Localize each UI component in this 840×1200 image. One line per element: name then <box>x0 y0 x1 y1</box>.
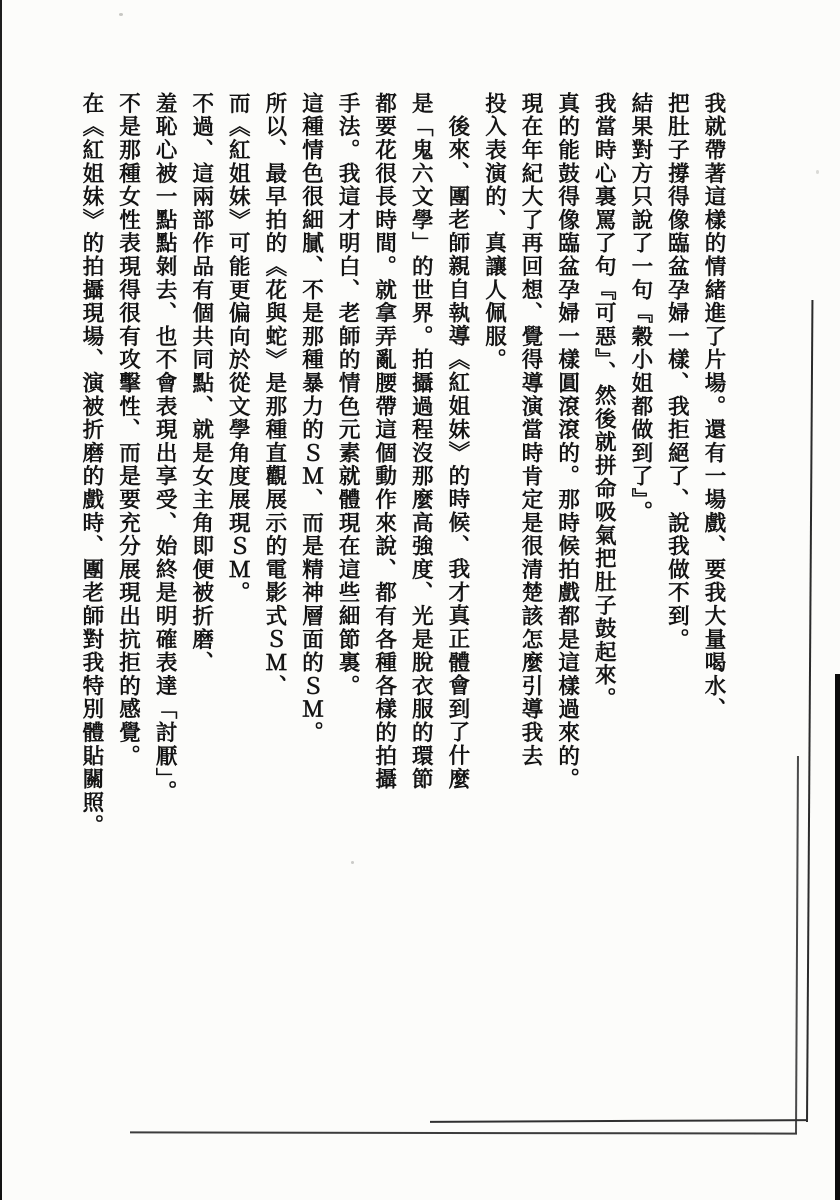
scan-border-left <box>0 0 2 1200</box>
text-column: 現在年紀大了再回想、覺得導演當時肯定是很清楚該怎麼引導我去 <box>519 92 544 768</box>
text-column: 投入表演的、真讓人佩服。 <box>482 92 507 372</box>
text-column-paragraph-start: 後來、團老師親自執導《紅姐妹》的時候、我才真正體會到了什麼 <box>445 115 470 791</box>
text-column: 而《紅姐妹》可能更偏向於從文學角度展現ＳＭ。 <box>226 92 251 605</box>
scan-speck <box>816 170 819 174</box>
text-column: 是「鬼六文學」的世界。拍攝過程沒那麼高強度、光是脫衣服的環節 <box>409 92 434 791</box>
text-column: 羞恥心被一點點剝去、也不會表現出享受、始終是明確表達「討厭」。 <box>153 92 178 804</box>
text-column: 不是那種女性表現得很有攻擊性、而是要充分展現出抗拒的感覺。 <box>116 92 141 768</box>
page-edge-line-bottom <box>430 1119 808 1122</box>
text-column: 這種情色很細膩、不是那種暴力的ＳＭ、而是精神層面的ＳＭ。 <box>299 92 324 745</box>
page-edge-line-vertical <box>795 756 798 1134</box>
text-column: 真的能鼓得像臨盆孕婦一樣圓滾滾的。那時候拍戲都是這樣過來的。 <box>555 92 580 791</box>
text-column: 把肚子撐得像臨盆孕婦一樣、我拒絕了、說我做不到。 <box>665 92 690 652</box>
text-column: 在《紅姐妹》的拍攝現場、演被折磨的戲時、團老師對我特別體貼關照。 <box>79 92 104 838</box>
text-column: 不過、這兩部作品有個共同點、就是女主角即便被折磨、 <box>189 92 214 675</box>
scan-speck <box>119 13 123 16</box>
text-column: 所以、最早拍的《花與蛇》是那種直觀展示的電影式ＳＭ、 <box>262 92 287 698</box>
scan-black-band-right <box>835 674 840 1200</box>
text-column: 我當時心裏罵了句『可惡』、然後就拼命吸氣把肚子鼓起來。 <box>592 92 617 711</box>
text-column: 都要花很長時間。就拿弄亂腰帶這個動作來說、都有各種各樣的拍攝 <box>372 92 397 791</box>
text-column: 結果對方只說了一句『穀小姐都做到了』。 <box>628 92 653 524</box>
text-column: 我就帶著這樣的情緒進了片場。還有一場戲、要我大量喝水、 <box>702 92 726 722</box>
page-text-block <box>68 92 732 1107</box>
text-column: 手法。我這才明白、老師的情色元素就體現在這些細節裏。 <box>336 92 361 698</box>
page-edge-line-vertical <box>806 300 813 1122</box>
scan-speck <box>351 861 354 864</box>
page-edge-line-bottom <box>130 1131 797 1134</box>
